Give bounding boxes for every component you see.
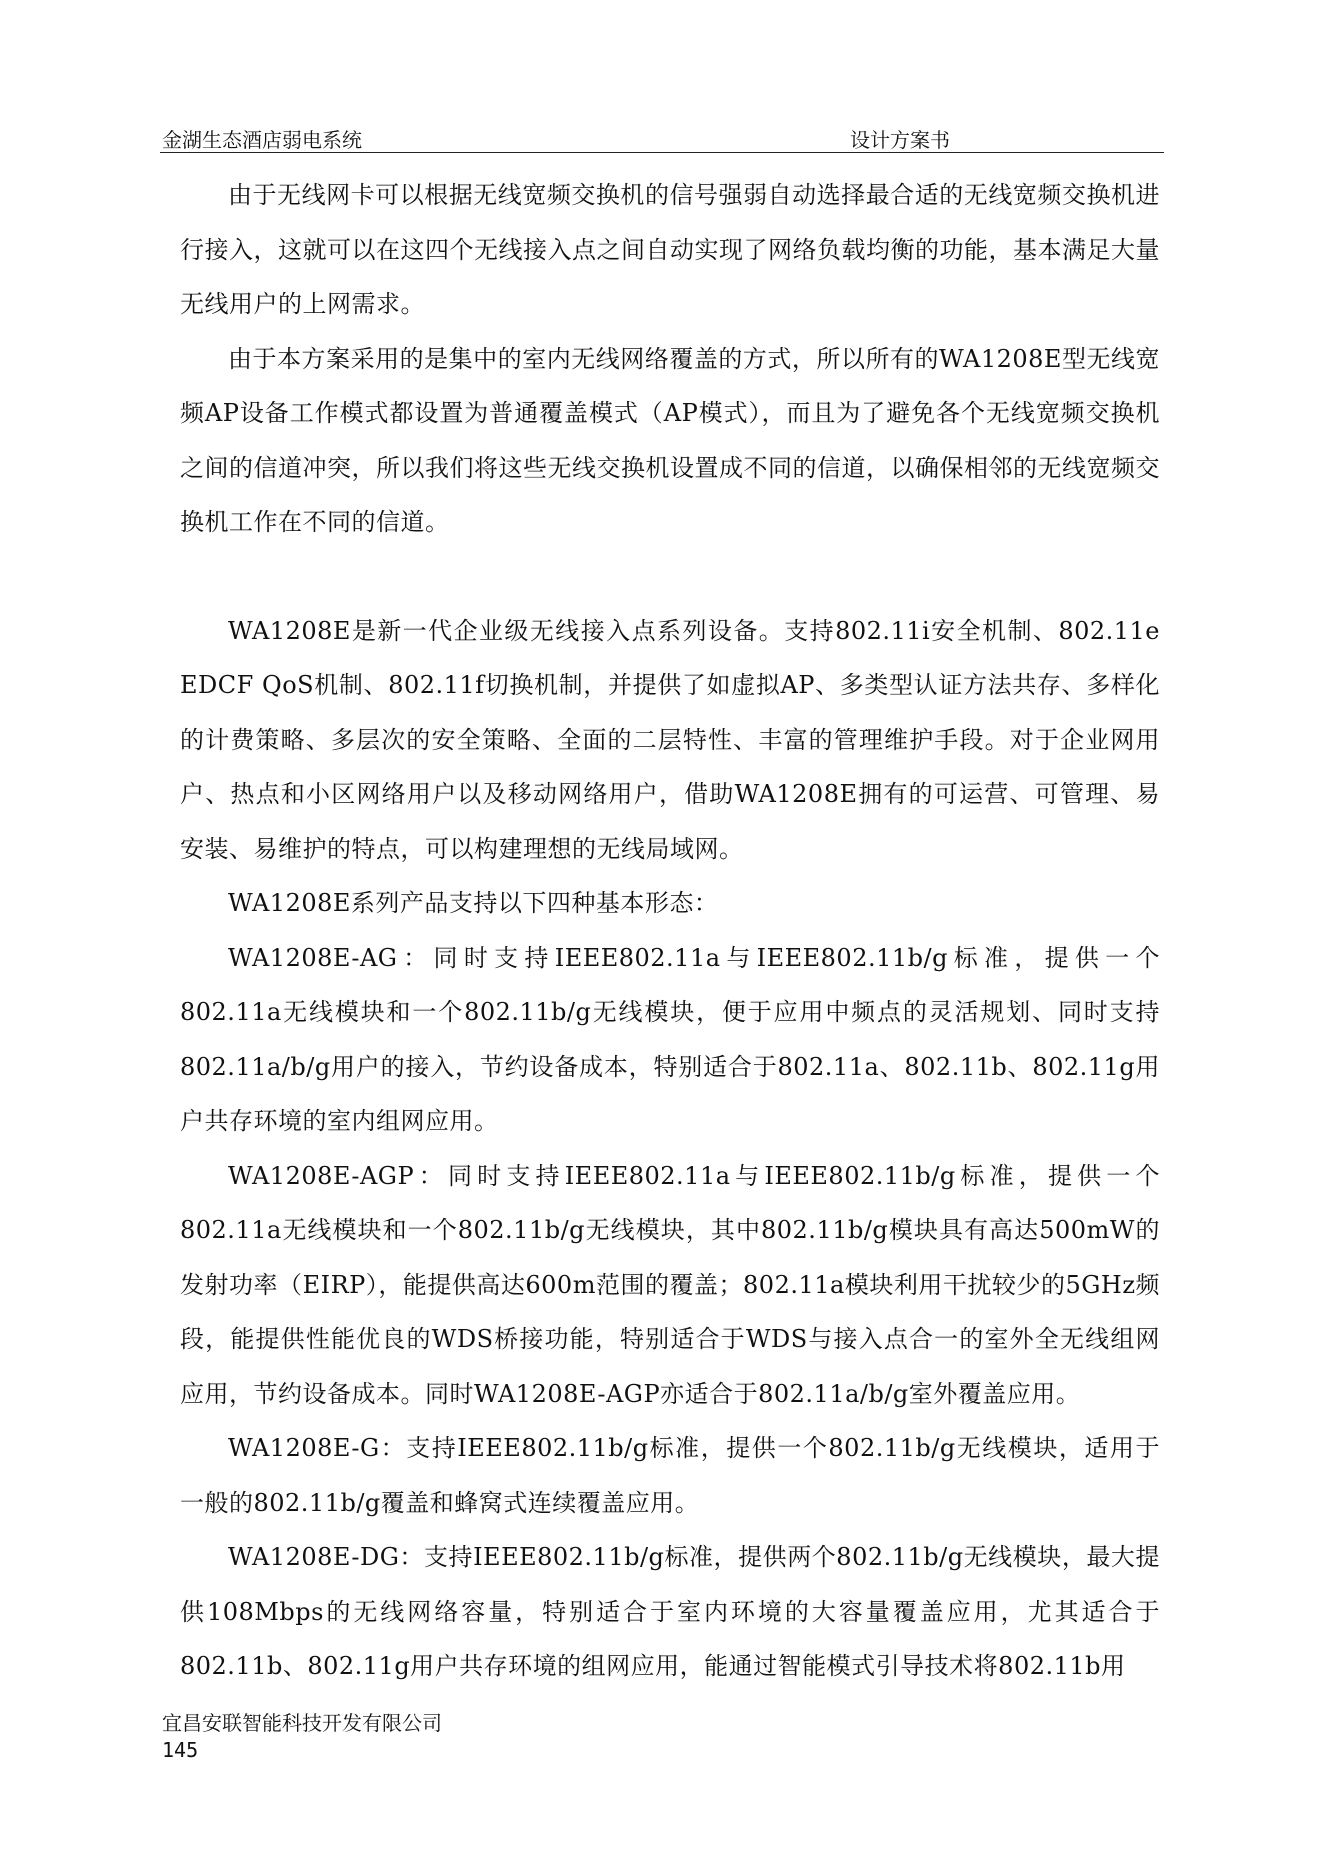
paragraph: WA1208E-AG：同时支持IEEE802.11a与IEEE802.11b/g标准，提供一个802.11a无线模块和一个802.11b/g无线模块，便于应用中频点的灵活规划、同时支持802.11a/b/g用户的接入，节约设备成本，特别适合于802.11a、802.11b、802.11g用户共存环境的室内组网应用。 <box>180 943 1160 1135</box>
header-title: 金湖生态酒店弱电系统 <box>162 128 362 152</box>
page-number: 145 <box>162 1738 199 1762</box>
paragraph: WA1208E是新一代企业级无线接入点系列设备。支持802.11i安全机制、802.11e EDCF QoS机制、802.11f切换机制，并提供了如虚拟AP、多类型认证方法共存、多样化的计费策略、多层次的安全策略、全面的二层特性、丰富的管理维护手段。对于企业网用户、热点和小区网络用户以及移动网络用户，借助WA1208E拥有的可运营、可管理、易安装、易维护的特点，可以构建理想的无线局域网。 <box>180 616 1160 863</box>
paragraph: 由于无线网卡可以根据无线宽频交换机的信号强弱自动选择最合适的无线宽频交换机进行接入，这就可以在这四个无线接入点之间自动实现了网络负载均衡的功能，基本满足大量无线用户的上网需求。 <box>180 181 1160 318</box>
paragraph-spacer <box>180 550 1160 604</box>
footer-company: 宜昌安联智能科技开发有限公司 <box>162 1711 442 1735</box>
paragraph: WA1208E-AGP：同时支持IEEE802.11a与IEEE802.11b/g标准，提供一个802.11a无线模块和一个802.11b/g无线模块，其中802.11b/g模块具有高达500mW的发射功率（EIRP），能提供高达600m范围的覆盖；802.11a模块利用干扰较少的5GHz频段，能提供性能优良的WDS桥接功能，特别适合于WDS与接入点合一的室外全无线组网应用，节约设备成本。同时WA1208E-AGP亦适合于802.11a/b/g室外覆盖应用。 <box>180 1161 1160 1408</box>
paragraph: WA1208E-DG：支持IEEE802.11b/g标准，提供两个802.11b/g无线模块，最大提供108Mbps的无线网络容量，特别适合于室内环境的大容量覆盖应用，尤其适合于802.11b、802.11g用户共存环境的组网应用，能通过智能模式引导技术将802.11b用 <box>180 1543 1160 1680</box>
paragraph: WA1208E-G：支持IEEE802.11b/g标准，提供一个802.11b/g无线模块，适用于一般的802.11b/g覆盖和蜂窝式连续覆盖应用。 <box>180 1434 1160 1517</box>
paragraph: WA1208E系列产品支持以下四种基本形态： <box>228 889 719 917</box>
header-doc-type: 设计方案书 <box>850 128 950 152</box>
header-divider <box>160 152 1164 153</box>
body-content <box>180 168 1160 1694</box>
paragraph: 由于本方案采用的是集中的室内无线网络覆盖的方式，所以所有的WA1208E型无线宽频AP设备工作模式都设置为普通覆盖模式（AP模式），而且为了避免各个无线宽频交换机之间的信道冲突，所以我们将这些无线交换机设置成不同的信道，以确保相邻的无线宽频交换机工作在不同的信道。 <box>180 344 1160 536</box>
